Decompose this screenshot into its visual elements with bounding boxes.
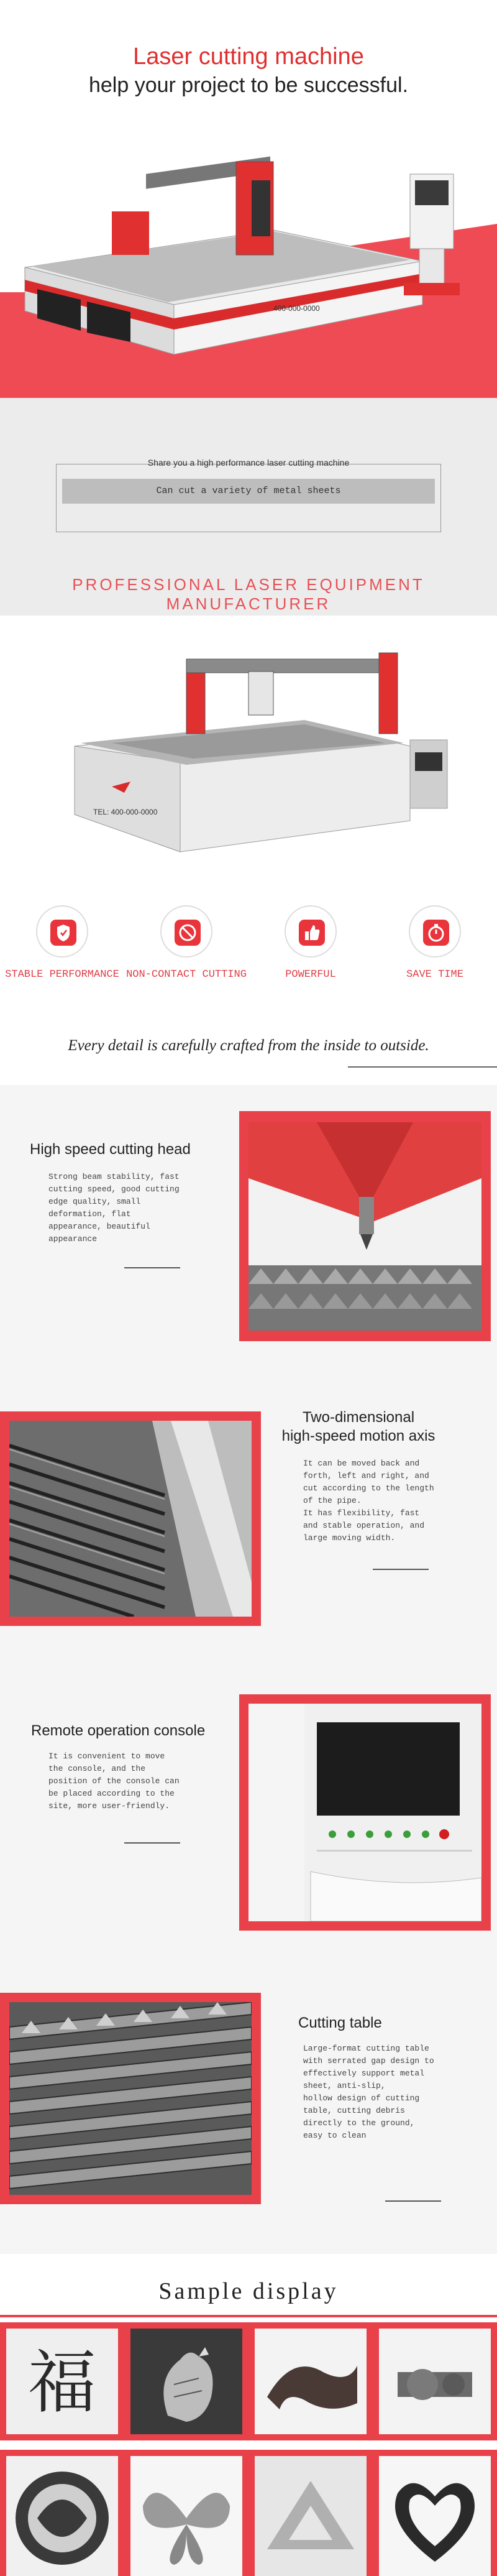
section-title: Remote operation console [31, 1722, 206, 1739]
section-title: High speed cutting head [30, 1141, 191, 1158]
section-title: Two-dimensional high-speed motion axis [281, 1409, 435, 1444]
detail-slogan [0, 1020, 497, 1082]
feature-stable-performance [0, 895, 124, 981]
divider [385, 2200, 441, 2202]
hero-subtitle: help your project to be successful. [88, 73, 409, 97]
share-title: Share you a high performance laser cutting machine [147, 458, 350, 468]
hero-banner [0, 0, 497, 398]
feature-label: STABLE PERFORMANCE [5, 969, 119, 981]
feature-label: POWERFUL [285, 969, 336, 981]
share-section [0, 398, 497, 616]
thumbs-up-icon [299, 920, 325, 946]
fu-character-sample [6, 2329, 118, 2434]
manufacturer-tagline: PROFESSIONAL LASER EQUIPMENT MANUFACTURER [72, 575, 425, 613]
sample-divider [0, 2315, 497, 2317]
heart-sample [379, 2456, 491, 2576]
feature-label: SAVE TIME [406, 969, 463, 981]
no-touch-icon [175, 920, 201, 946]
motion-axis-image [9, 1421, 252, 1617]
divider [124, 1842, 180, 1844]
laser-machine-front-image [37, 628, 460, 864]
detail-text: Every detail is carefully crafted from the inside to outside. [68, 1037, 429, 1054]
cutting-table-section [0, 1962, 497, 2254]
section-title: Cutting table [298, 2015, 382, 2031]
machine2-tel: TEL: 400-000-0000 [93, 808, 158, 816]
console-image [248, 1704, 481, 1921]
rooster-sample [130, 2329, 242, 2434]
section-description: It is convenient to move the console, and the position of the console can be placed according to the site, more user-friendly. [48, 1752, 180, 1811]
dragon-sample [6, 2456, 118, 2576]
stopwatch-icon [423, 920, 449, 946]
laser-machine-image [12, 155, 460, 361]
sample-display-section [0, 2254, 497, 2576]
gear-sample [379, 2329, 491, 2434]
feature-label: NON-CONTACT CUTTING [126, 969, 247, 981]
divider [348, 1066, 497, 1068]
cutting-head-section [0, 1085, 497, 1380]
bracket-sample [255, 2329, 367, 2434]
feature-list [0, 895, 497, 1007]
machine-tel: 400-000-0000 [273, 304, 320, 313]
section-description: Strong beam stability, fast cutting speed, good cutting edge quality, small deformation, flat appearance, beautiful appearance [48, 1172, 180, 1244]
svg-text:福: 福 [28, 2343, 96, 2422]
hero-title: Laser cutting machine [133, 44, 364, 70]
cutting-table-image [9, 2002, 252, 2195]
butterfly-sample [130, 2456, 242, 2576]
cutting-head-image [248, 1122, 481, 1331]
feature-save-time [373, 895, 497, 981]
section-description: It can be moved back and forth, left and right, and cut according to the length of the pipe. It has flexibility, fast and stable operation, and large moving width. [303, 1459, 434, 1543]
shield-icon [50, 920, 76, 946]
motion-axis-section [0, 1380, 497, 1663]
feature-non-contact-cutting [124, 895, 248, 981]
divider [373, 1569, 429, 1570]
sample-title: Sample display [158, 2278, 339, 2304]
triangle-sample [255, 2456, 367, 2576]
share-banner-bar: Can cut a variety of metal sheets [62, 479, 435, 504]
divider [124, 1267, 180, 1268]
section-description: Large-format cutting table with serrated gap design to effectively support metal sheet, anti-slip, hollow design of cutting table, cutting debris directly to the ground, easy to clean [303, 2044, 434, 2140]
machine-showcase [0, 616, 497, 877]
console-section [0, 1663, 497, 1962]
feature-powerful [248, 895, 373, 981]
